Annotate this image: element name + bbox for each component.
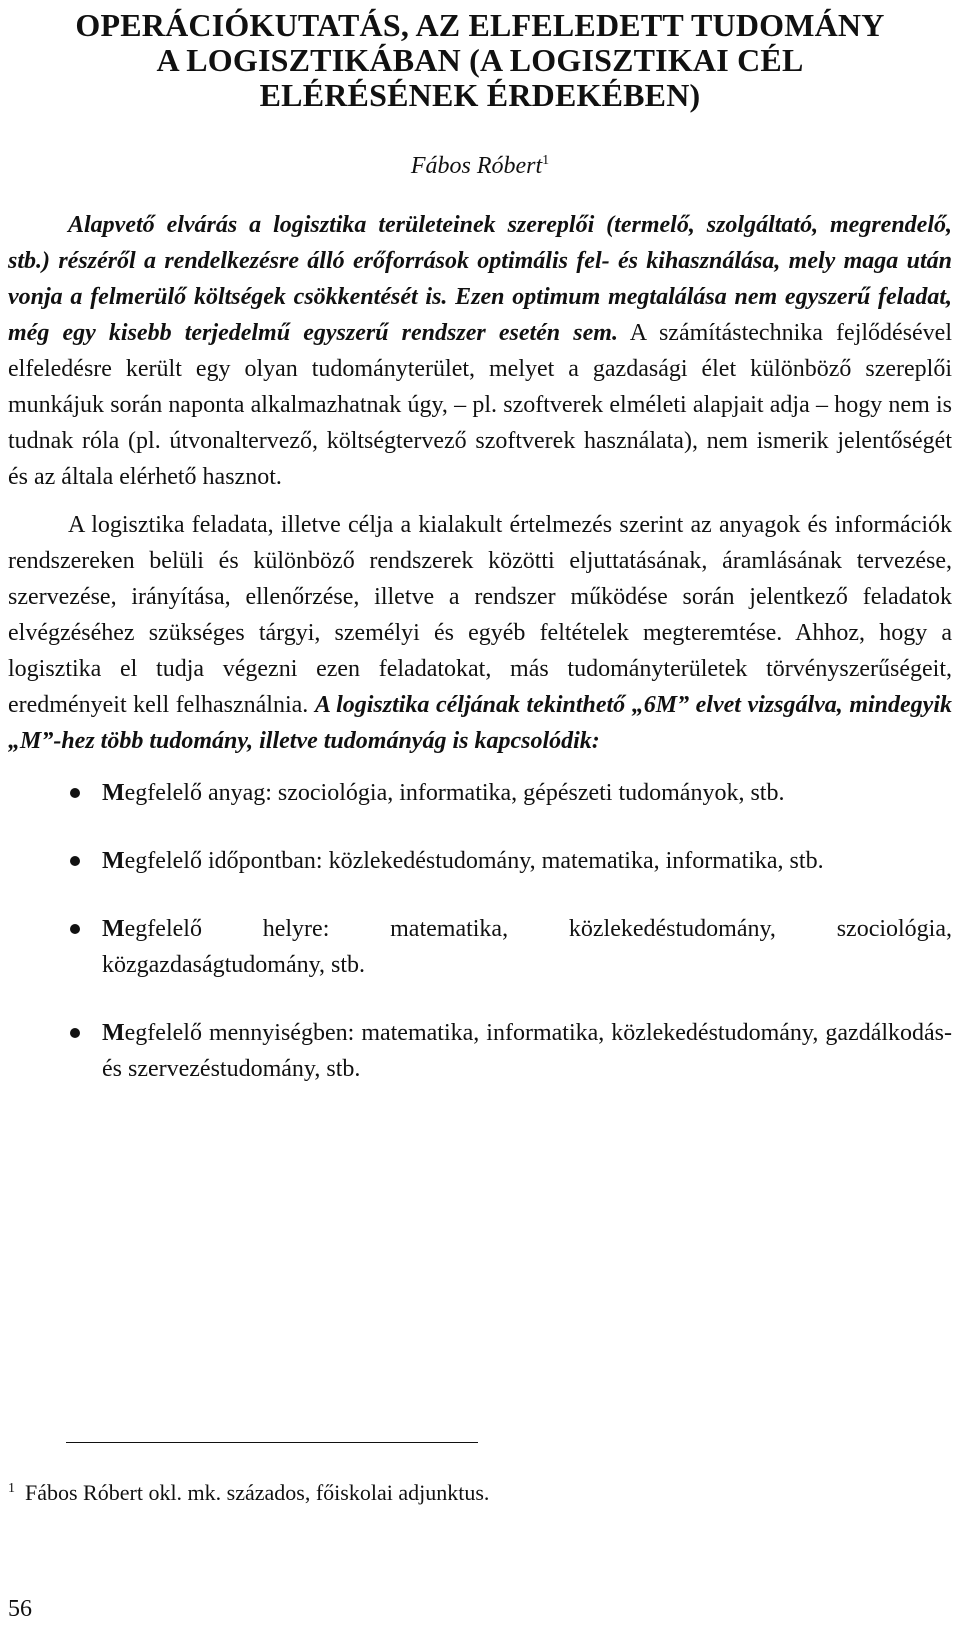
author-name: Fábos Róbert [410,153,543,179]
title-line-3: ELÉRÉSÉNEK ÉRDEKÉBEN) [259,77,701,113]
body-emphasis-text: A logisztika céljának tekinthető „6M” elvet vizsgálva, mindegyik „M”-hez több tudomány, illetve tudományág is kapcsolódik: [8,692,952,754]
bullet-icon [70,1028,80,1038]
bullet-icon [70,788,80,798]
list-item-initial: M [102,1020,125,1046]
intro-abstract-text: Alapvető elvárás a logisztika területeinek szereplői (termelő, szolgáltató, megrendelő, stb.) részéről a rendelkezésre álló erőforrások optimális fel- és kihasználása, mely maga után vonja a felmerülő költségek csökkentését is. Ezen optimum megtalálása nem egyszerű feladat, még egy kisebb terjedelmű egyszerű rendszer esetén sem. [8,212,952,346]
six-m-list [8,775,952,1087]
list-item-text: egfelelő mennyiségben: matematika, informatika, közlekedéstudomány, gazdálkodás- és szervezéstudomány, stb. [102,1020,952,1082]
body-text: A logisztika feladata, illetve célja a kialakult értelmezés szerint az anyagok és információk rendszereken belüli és különböző rendszerek közötti eljuttatásának, áramlásának tervezése, szervezése, irányítása, ellenőrzése, illetve a rendszer működése során jelentkező feladatok elvégzéséhez szükséges tárgyi, személyi és egyéb feltételek megteremtése. Ahhoz, hogy a logisztika el tudja végezni ezen feladatokat, más tudományterületek törvényszerűségeit, eredményeit kell felhasználnia. [8,512,952,718]
body-paragraph [8,507,952,759]
list-item [8,775,952,811]
list-item-text: egfelelő időpontban: közlekedéstudomány, matematika, informatika, stb. [124,848,824,874]
title-line-1: OPERÁCIÓKUTATÁS, AZ ELFELEDETT TUDOMÁNY [75,7,885,43]
footnote-divider [66,1442,478,1443]
list-item [8,911,952,983]
document-page [8,0,952,1640]
intro-body-text: A számítástechnika fejlődésével elfeledésre került egy olyan tudományterület, melyet a gazdasági élet különböző szereplői munkájuk során naponta alkalmazhatnak úgy, – pl. szoftverek elméleti alapjait adja – hogy nem is tudnak róla (pl. útvonaltervező, költségtervező szoftverek használata), nem ismerik jelentőségét és az általa elérhető hasznot. [8,320,953,490]
bullet-icon [70,924,80,934]
author-line [8,151,952,181]
footnote [8,1480,489,1506]
article-title [8,8,952,113]
list-item-initial: M [102,916,125,942]
page-number: 56 [8,1596,32,1622]
footnote-text: Fábos Róbert okl. mk. százados, főiskolai adjunktus. [25,1480,490,1505]
list-item-text: egfelelő helyre: matematika, közlekedéstudomány, szociológia, közgazdaságtudomány, stb. [102,916,952,978]
list-item-initial: M [102,848,125,874]
list-item [8,1015,952,1087]
list-item [8,843,952,879]
title-line-2: A LOGISZTIKÁBAN (A LOGISZTIKAI CÉL [156,42,804,78]
list-item-text: egfelelő anyag: szociológia, informatika, gépészeti tudományok, stb. [124,780,785,806]
intro-paragraph [8,207,952,495]
author-footnote-mark: 1 [542,153,550,168]
footnote-mark: 1 [8,1480,15,1496]
bullet-icon [70,856,80,866]
list-item-initial: M [102,780,125,806]
